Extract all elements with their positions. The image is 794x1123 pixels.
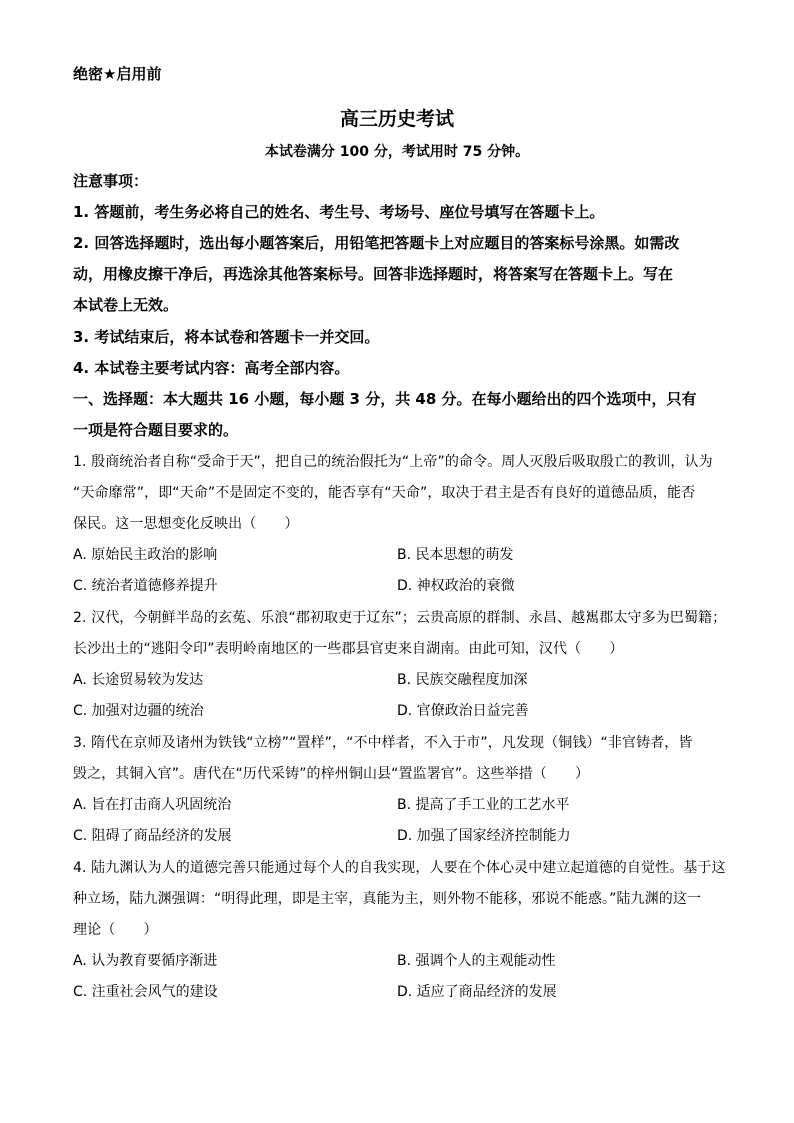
question-4-option-c: C. 注重社会风气的建设 bbox=[73, 984, 218, 1000]
question-1-text: 1. 殷商统治者自称“受命于天”，把自己的统治假托为“上帝”的命令。周人灭殷后吸取殷亡的教训，认为 bbox=[73, 454, 713, 470]
confidential-label: 绝密★启用前 bbox=[73, 65, 162, 83]
question-4-text: 4. 陆九渊认为人的道德完善只能通过每个人的自我实现，人要在个体心灵中建立起道德的自觉性。基于这 bbox=[73, 860, 726, 876]
question-1-option-c: C. 统治者道德修养提升 bbox=[73, 578, 218, 594]
note-item: 4. 本试卷主要考试内容：高考全部内容。 bbox=[73, 359, 350, 377]
page-title: 高三历史考试 bbox=[339, 108, 454, 130]
question-3-option-a: A. 旨在打击商人巩固统治 bbox=[73, 797, 232, 813]
question-1-text: 保民。这一思想变化反映出（ ） bbox=[73, 516, 299, 532]
question-2-option-d: D. 官僚政治日益完善 bbox=[397, 703, 529, 719]
question-3-option-c: C. 阻碍了商品经济的发展 bbox=[73, 828, 232, 844]
note-item: 3. 考试结束后，将本试卷和答题卡一并交回。 bbox=[73, 328, 380, 346]
question-2-text: 长沙出土的“逃阳令印”表明岭南地区的一些郡县官吏来自湖南。由此可知，汉代（ ） bbox=[73, 641, 624, 657]
question-4-option-a: A. 认为教育要循序渐进 bbox=[73, 953, 218, 969]
question-1-option-d: D. 神权政治的衰微 bbox=[397, 578, 515, 594]
question-1-option-b: B. 民本思想的萌发 bbox=[397, 547, 514, 563]
question-3-text: 毁之，其铜入官”。唐代在“历代采铸”的梓州铜山县“置监署官”。这些举措（ ） bbox=[73, 766, 590, 782]
question-2-text: 2. 汉代，今朝鲜半岛的玄菟、乐浪“郡初取吏于辽东”；云贵高原的群制、永昌、越嶲郡太守多为巴蜀籍； bbox=[73, 610, 727, 626]
question-2-option-b: B. 民族交融程度加深 bbox=[397, 672, 528, 688]
question-3-option-b: B. 提高了手工业的工艺水平 bbox=[397, 797, 570, 813]
question-4-text: 理论（ ） bbox=[73, 922, 158, 938]
note-item: 2. 回答选择题时，选出每小题答案后，用铅笔把答题卡上对应题目的答案标号涂黑。如需改 bbox=[73, 234, 680, 252]
notes-heading: 注意事项： bbox=[73, 172, 149, 190]
exam-subtitle: 本试卷满分 100 分，考试用时 75 分钟。 bbox=[264, 144, 530, 160]
section-heading: 一、选择题：本大题共 16 小题，每小题 3 分，共 48 分。在每小题给出的四个选项中，只有 bbox=[73, 390, 697, 408]
note-item: 动，用橡皮擦干净后，再选涂其他答案标号。回答非选择题时，将答案写在答题卡上。写在 bbox=[73, 265, 674, 283]
question-1-option-a: A. 原始民主政治的影响 bbox=[73, 547, 218, 563]
note-item: 本试卷上无效。 bbox=[73, 296, 179, 314]
question-2-option-c: C. 加强对边疆的统治 bbox=[73, 703, 204, 719]
section-heading-cont: 一项是符合题目要求的。 bbox=[73, 421, 239, 439]
question-3-option-d: D. 加强了国家经济控制能力 bbox=[397, 828, 571, 844]
question-1-text: “天命靡常”，即“天命”不是固定不变的，能否享有“天命”，取决于君主是否有良好的道德品质，能否 bbox=[73, 485, 696, 501]
question-3-text: 3. 隋代在京师及诸州为铁钱“立榜”“置样”，“不中样者，不入于市”，凡发现（铜钱）“非官铸者，皆 bbox=[73, 735, 693, 751]
question-4-text: 种立场，陆九渊强调：“明得此理，即是主宰，真能为主，则外物不能移，邪说不能惑。”陆九渊的这一 bbox=[73, 891, 702, 907]
note-item: 1. 答题前，考生务必将自己的姓名、考生号、考场号、座位号填写在答题卡上。 bbox=[73, 203, 605, 221]
question-4-option-d: D. 适应了商品经济的发展 bbox=[397, 984, 557, 1000]
question-4-option-b: B. 强调个人的主观能动性 bbox=[397, 953, 556, 969]
question-2-option-a: A. 长途贸易较为发达 bbox=[73, 672, 204, 688]
